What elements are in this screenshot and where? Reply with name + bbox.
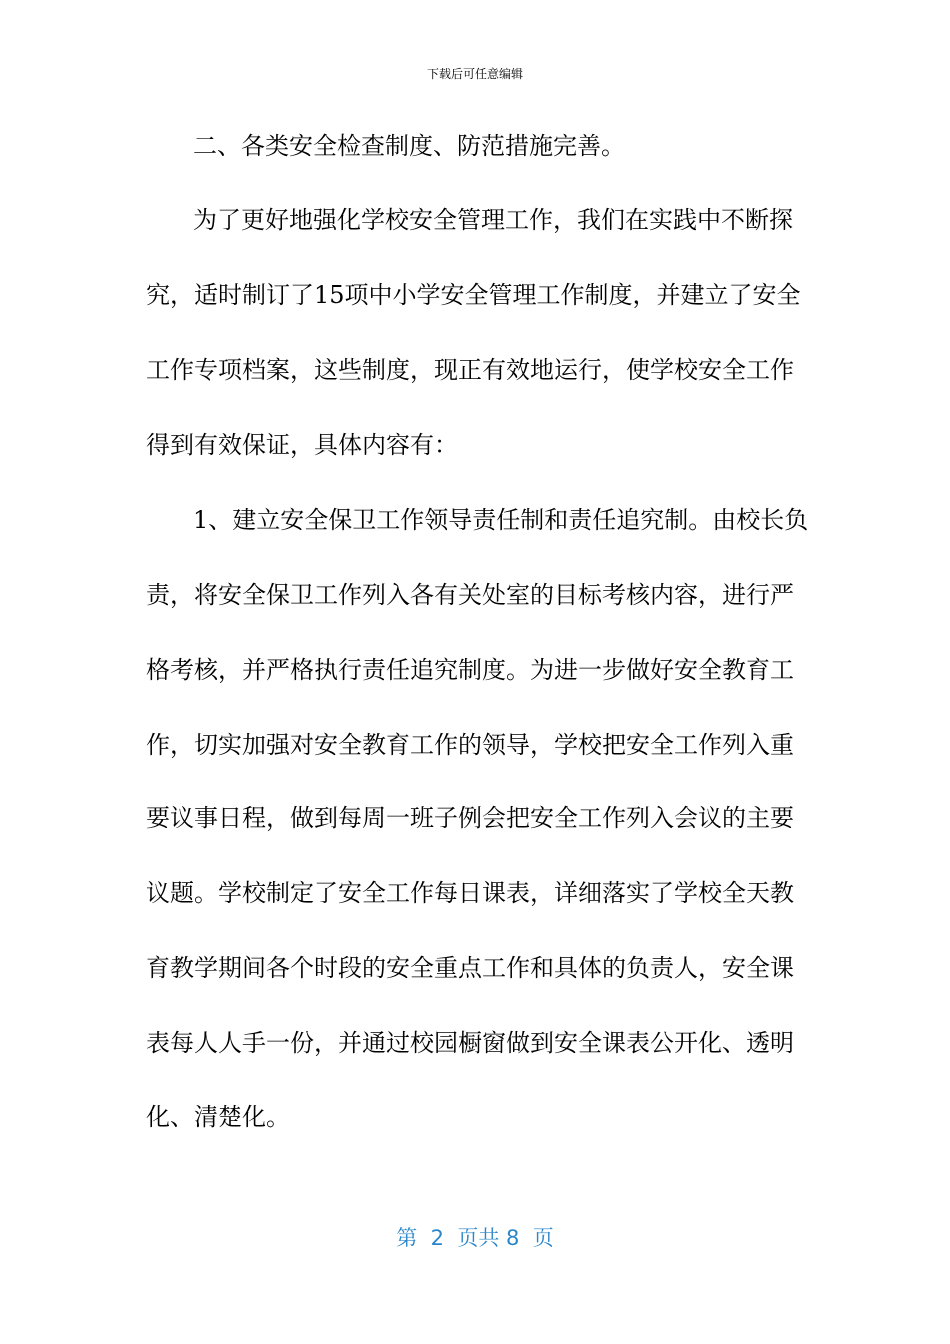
paragraph-line: 工作专项档案，这些制度，现正有效地运行，使学校安全工作 <box>146 356 794 384</box>
section-heading: 二、各类安全检查制度、防范措施完善。 <box>193 132 625 160</box>
paragraph-line: 究，适时制订了15项中小学安全管理工作制度，并建立了安全 <box>146 281 801 309</box>
page-number-text: 第 2 页共 8 页 <box>396 1226 554 1250</box>
paragraph-line: 格考核，并严格执行责任追究制度。为进一步做好安全教育工 <box>146 656 794 684</box>
paragraph-line: 1、建立安全保卫工作领导责任制和责任追究制。由校长负 <box>193 506 809 534</box>
paragraph-line: 育教学期间各个时段的安全重点工作和具体的负责人，安全课 <box>146 954 794 982</box>
paragraph-line: 表每人人手一份，并通过校园橱窗做到安全课表公开化、透明 <box>146 1029 794 1057</box>
paragraph-line: 要议事日程，做到每周一班子例会把安全工作列入会议的主要 <box>146 804 794 832</box>
paragraph-line: 得到有效保证，具体内容有： <box>146 431 458 459</box>
paragraph-line: 为了更好地强化学校安全管理工作，我们在实践中不断探 <box>193 206 793 234</box>
page-number-footer <box>0 1224 950 1252</box>
paragraph-line: 化、清楚化。 <box>146 1103 290 1131</box>
paragraph-line: 议题。学校制定了安全工作每日课表，详细落实了学校全天教 <box>146 879 794 907</box>
paragraph-line: 作，切实加强对安全教育工作的领导，学校把安全工作列入重 <box>146 731 794 759</box>
page-header: 下载后可任意编辑 <box>426 67 523 81</box>
paragraph-line: 责，将安全保卫工作列入各有关处室的目标考核内容，进行严 <box>146 581 794 609</box>
